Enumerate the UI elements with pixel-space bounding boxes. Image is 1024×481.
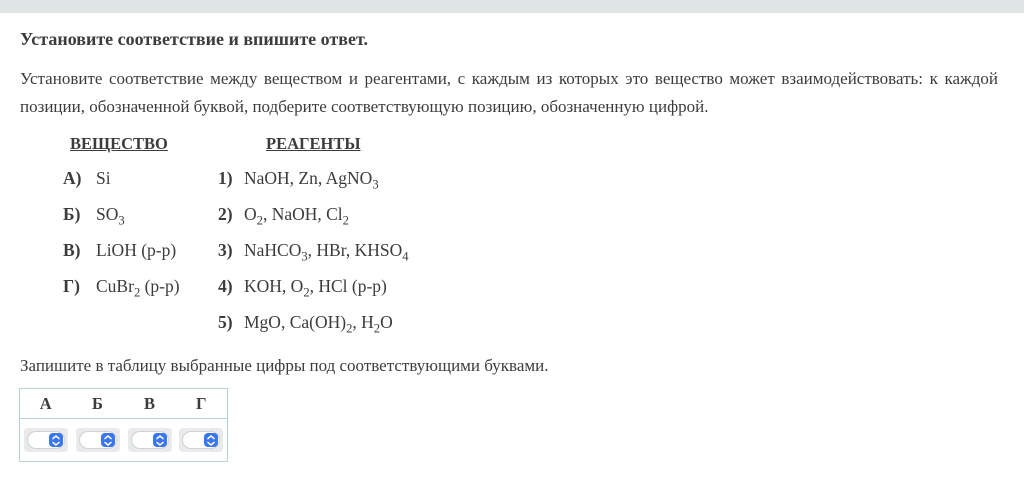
reagent-row-1 <box>217 160 637 196</box>
answer-select-b-field[interactable] <box>79 431 117 449</box>
reagent-row-2 <box>217 196 637 232</box>
stepper-up-down-icon[interactable] <box>101 433 115 447</box>
reagent-label-5: 5) <box>218 311 233 332</box>
stepper-up-down-icon[interactable] <box>153 433 167 447</box>
answer-cell-v <box>124 419 176 462</box>
reagent-column-header: РЕАГЕНТЫ <box>266 134 361 153</box>
stepper-up-down-icon[interactable] <box>49 433 63 447</box>
question-content <box>0 28 1024 462</box>
reagent-label-2: 2) <box>218 203 233 224</box>
answer-table-input-row <box>20 419 228 462</box>
substance-row-a <box>63 160 217 196</box>
answer-column-header-v: В <box>124 389 176 419</box>
answer-table <box>19 388 228 462</box>
reagent-formula-2: $O_2$, NaOH, $Cl_2$ <box>244 203 349 227</box>
answer-select-g-field[interactable] <box>182 431 220 449</box>
substance-label-a: А) <box>63 167 82 188</box>
answer-select-b[interactable] <box>76 428 120 452</box>
answer-cell-b <box>72 419 124 462</box>
matching-area <box>63 132 998 340</box>
answer-column-header-b: Б <box>72 389 124 419</box>
reagent-column <box>217 132 637 340</box>
substance-label-v: В) <box>63 239 81 260</box>
answer-select-v-field[interactable] <box>131 431 169 449</box>
answer-table-header-row <box>20 389 228 419</box>
reagent-label-3: 3) <box>218 239 233 260</box>
substance-row-b <box>63 196 217 232</box>
reagent-label-4: 4) <box>218 275 233 296</box>
substance-row-g <box>63 268 217 304</box>
answer-column-header-g: Г <box>176 389 228 419</box>
substance-column-header: ВЕЩЕСТВО <box>70 134 168 153</box>
answer-select-a[interactable] <box>24 428 68 452</box>
answer-select-a-field[interactable] <box>27 431 65 449</box>
answer-select-g[interactable] <box>179 428 223 452</box>
reagent-formula-5: MgO, $Ca(OH)_2$, $H_2O$ <box>244 311 393 335</box>
reagent-formula-1: NaOH, Zn, AgNO$_3$ <box>244 167 379 191</box>
substance-label-b: Б) <box>63 203 81 224</box>
reagent-row-3 <box>217 232 637 268</box>
substance-column <box>63 132 217 340</box>
reagent-label-1: 1) <box>218 167 233 188</box>
answer-cell-g <box>176 419 228 462</box>
reagent-formula-3: NaHCO$_3$, HBr, $KHSO_4$ <box>244 239 409 263</box>
answer-cell-a <box>20 419 72 462</box>
substance-formula-a: Si <box>96 167 111 188</box>
substance-formula-g: CuBr$_2$ (р-р) <box>96 275 180 299</box>
stepper-up-down-icon[interactable] <box>204 433 218 447</box>
reagent-row-5 <box>217 304 637 340</box>
task-instruction: Установите соответствие между веществом и реагентами, с каждым из которых это вещество может взаимодействовать: к каждой позиции, обозначенной буквой, подберите соответствующую позицию, обозначенную цифрой. <box>20 69 998 116</box>
substance-label-g: Г) <box>63 275 80 296</box>
top-bar <box>0 0 1024 13</box>
write-answer-instruction: Запишите в таблицу выбранные цифры под соответствующими буквами. <box>20 356 549 375</box>
substance-formula-v: LiOH (р-р) <box>96 239 177 260</box>
substance-formula-b: $SO_3$ <box>96 203 125 227</box>
reagent-row-4 <box>217 268 637 304</box>
reagent-formula-4: KOH, $O_2$, HCl (р-р) <box>244 275 387 299</box>
answer-select-v[interactable] <box>128 428 172 452</box>
page-title: Установите соответствие и впишите ответ. <box>20 29 368 49</box>
answer-column-header-a: А <box>20 389 72 419</box>
substance-row-v <box>63 232 217 268</box>
